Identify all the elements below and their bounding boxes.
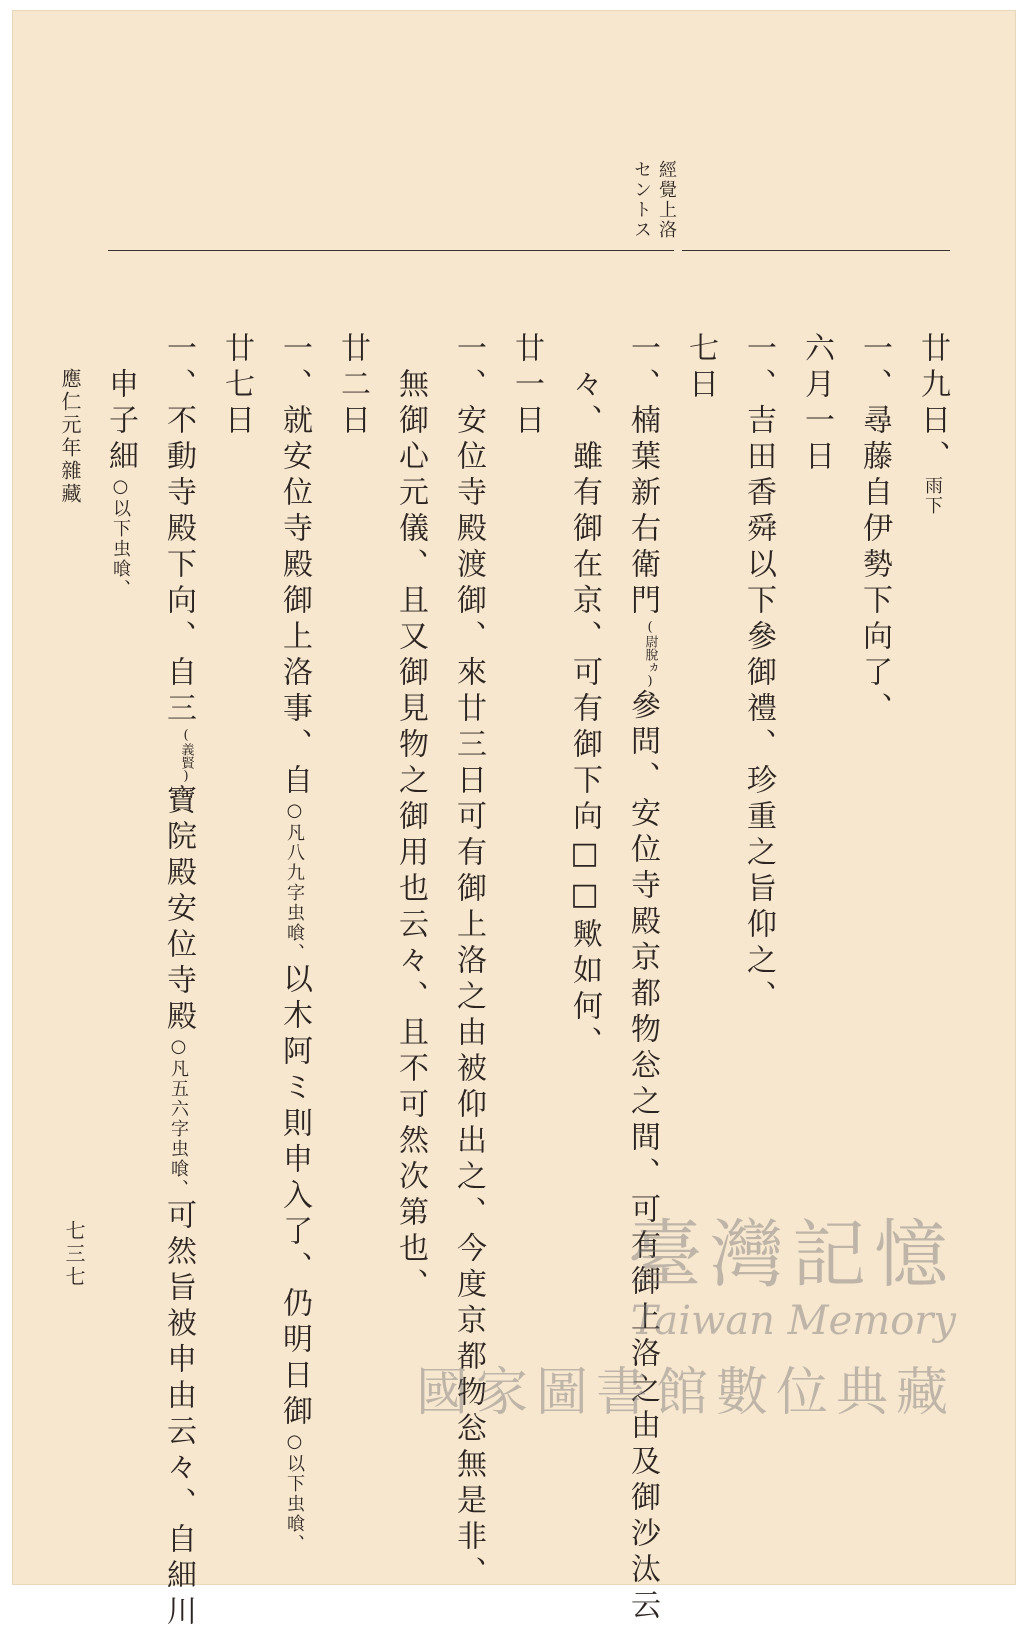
column-text: 可然旨被申由云々、自細川: [161, 1199, 196, 1631]
column-text: 廿七日: [219, 332, 254, 440]
text-column-13: [219, 332, 254, 440]
text-column-3: [799, 332, 834, 476]
editorial-annotation: (義賢): [178, 728, 194, 784]
text-column-5: [683, 332, 718, 404]
column-note: 雨下: [922, 476, 943, 516]
running-title: 應仁元年雜藏: [58, 368, 82, 506]
column-note: ○以下虫喰、: [110, 476, 131, 599]
header-rule-right: [682, 250, 950, 251]
document-page: [12, 10, 1016, 1631]
text-column-12: [277, 332, 312, 1554]
watermark-english: Taiwan Memory: [630, 1298, 956, 1344]
column-text: 一、安位寺殿渡御、來廿三日可有御上洛之由被仰出之、今度京都物忩無是非、: [451, 332, 486, 1592]
watermark: [415, 1212, 956, 1425]
watermark-library: 國家圖書館數位典藏: [415, 1363, 956, 1423]
editorial-annotation: (尉脫ヵ): [642, 620, 658, 689]
column-text: 廿九日、: [915, 332, 950, 476]
column-text: 々、雖有御在京、可有御下向□□歟如何、: [567, 368, 602, 1062]
header-rule-left: [108, 250, 674, 251]
column-note: ○凡八九字虫喰、: [284, 800, 305, 963]
column-text: 廿一日: [509, 332, 544, 440]
column-text: 廿二日: [335, 332, 370, 440]
text-column-4: [741, 332, 776, 1016]
text-column-14: [161, 332, 196, 1631]
text-column-15: [103, 368, 138, 599]
column-note: ○以下虫喰、: [284, 1431, 305, 1554]
text-column-2: [857, 332, 892, 728]
text-column-6: [625, 332, 660, 1625]
watermark-chinese: 臺灣記憶: [628, 1212, 956, 1298]
text-column-1: [915, 332, 950, 516]
column-text: 以木阿ミ則申入了、仍明日御: [277, 963, 312, 1431]
column-text: 參問、安位寺殿京都物忩之間、可有御上洛之由及御沙汰云: [625, 689, 660, 1625]
header-note-line-1: 經覺上洛: [656, 160, 677, 240]
column-text: 七日: [683, 332, 718, 404]
column-text: 一、就安位寺殿御上洛事、自: [277, 332, 312, 800]
text-column-7: [567, 368, 602, 1062]
header-note-line-2: セントス: [631, 160, 652, 240]
column-text: 六月一日: [799, 332, 834, 476]
column-text: 一、楠葉新右衛門: [625, 332, 660, 620]
column-note: ○凡五六字虫喰、: [168, 1036, 189, 1199]
column-text: 一、吉田香舜以下參御禮、珍重之旨仰之、: [741, 332, 776, 1016]
column-text: 無御心元儀、且又御見物之御用也云々、且不可然次第也、: [393, 368, 428, 1304]
text-column-10: [393, 368, 428, 1304]
text-column-11: [335, 332, 370, 440]
text-column-8: [509, 332, 544, 440]
column-text: 一、尋藤自伊勢下向了、: [857, 332, 892, 728]
column-text: 寶院殿安位寺殿: [161, 784, 196, 1036]
page-number: 七三七: [62, 1220, 86, 1289]
column-text: 申子細: [103, 368, 138, 476]
column-text: 一、不動寺殿下向、自三: [161, 332, 196, 728]
